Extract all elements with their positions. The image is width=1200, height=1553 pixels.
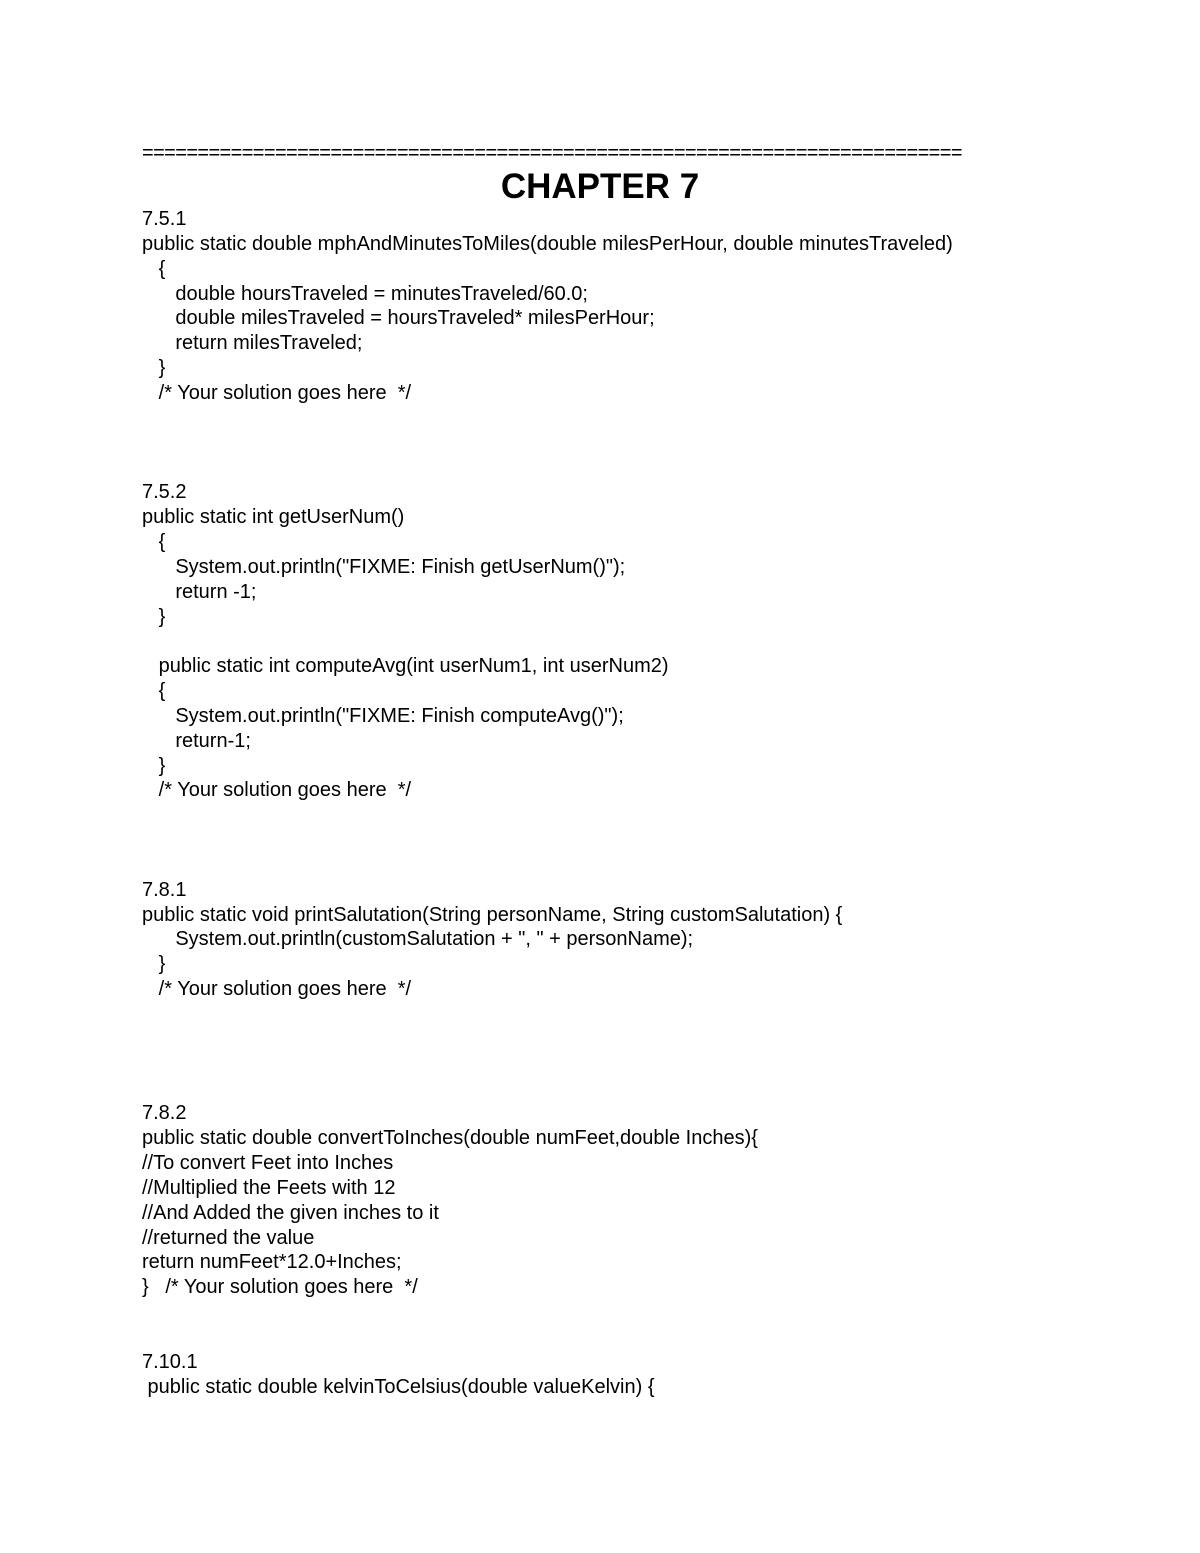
text-line: public static double mphAndMinutesToMiles(double milesPerHour, double minutesTraveled) — [142, 232, 953, 255]
text-line: return-1; — [142, 729, 251, 752]
chapter-title: CHAPTER 7 — [500, 167, 700, 206]
text-line — [142, 1325, 1162, 1350]
text-line: public static int computeAvg(int userNum1, int userNum2) — [142, 655, 669, 678]
text-line: 7.5.2 — [142, 481, 187, 504]
text-line — [142, 828, 1162, 853]
text-line — [142, 629, 1162, 654]
text-line: return milesTraveled; — [142, 332, 363, 355]
text-line: System.out.println("FIXME: Finish computeAvg()"); — [142, 704, 624, 727]
text-line: public static double kelvinToCelsius(double valueKelvin) { — [142, 1375, 655, 1398]
separator-rule: ========================================================================== — [142, 142, 962, 164]
text-line: 7.5.1 — [142, 208, 187, 230]
text-line — [142, 803, 1162, 828]
text-line: public static void printSalutation(String personName, String customSalutation) { — [142, 903, 843, 926]
text-line: double milesTraveled = hoursTraveled* milesPerHour; — [142, 307, 655, 330]
text-line: System.out.println("FIXME: Finish getUserNum()"); — [142, 555, 626, 578]
text-line: public static int getUserNum() — [142, 506, 405, 529]
text-line — [142, 853, 1162, 878]
text-line: 7.10.1 — [142, 1350, 198, 1373]
text-line: { — [142, 257, 166, 280]
text-line: //To convert Feet into Inches — [142, 1152, 394, 1175]
text-line — [142, 1077, 1162, 1102]
text-line — [142, 431, 1162, 456]
text-line — [142, 455, 1162, 480]
text-line — [142, 406, 1162, 431]
text-line — [142, 1300, 1162, 1325]
text-line — [142, 1027, 1162, 1052]
text-line: return -1; — [142, 580, 257, 603]
text-line: { — [142, 680, 166, 703]
text-line: //And Added the given inches to it — [142, 1201, 439, 1224]
text-line: { — [142, 530, 166, 553]
text-line: double hoursTraveled = minutesTraveled/60.0; — [142, 282, 588, 305]
text-line: //returned the value — [142, 1226, 315, 1249]
text-line: } — [142, 357, 166, 380]
text-line: System.out.println(customSalutation + ", " + personName); — [142, 928, 694, 951]
text-line: } — [142, 754, 166, 777]
text-line — [142, 1052, 1162, 1077]
text-line: } — [142, 605, 166, 628]
text-line — [142, 1002, 1162, 1027]
document-body — [142, 207, 1162, 1400]
text-line: /* Your solution goes here */ — [142, 381, 412, 404]
text-line: 7.8.2 — [142, 1102, 187, 1125]
text-line: } /* Your solution goes here */ — [142, 1276, 418, 1299]
text-line: 7.8.1 — [142, 878, 187, 901]
text-line: /* Your solution goes here */ — [142, 978, 412, 1001]
text-line: /* Your solution goes here */ — [142, 779, 412, 802]
text-line: return numFeet*12.0+Inches; — [142, 1251, 402, 1274]
text-line: //Multiplied the Feets with 12 — [142, 1176, 396, 1199]
text-line: } — [142, 953, 166, 976]
text-line: public static double convertToInches(double numFeet,double Inches){ — [142, 1127, 758, 1150]
